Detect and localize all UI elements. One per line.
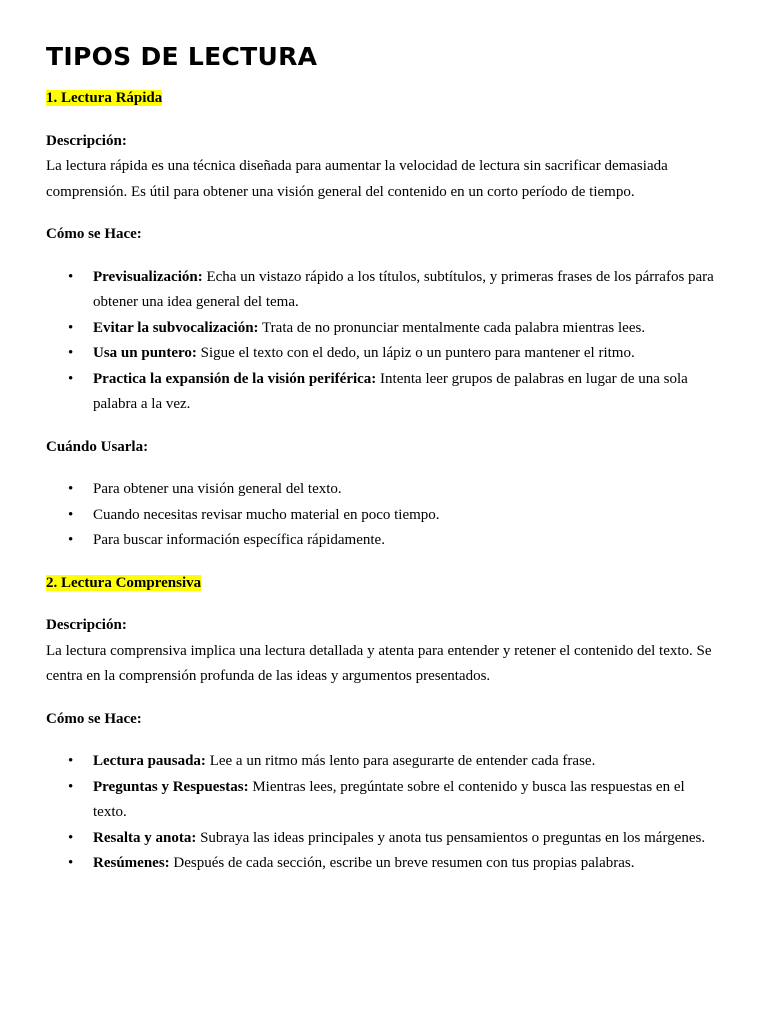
section-heading-2: 2. Lectura Comprensiva (46, 574, 202, 591)
when-list-1 (46, 477, 722, 554)
list-item-text: Intenta leer grupos de palabras en lugar de una sola palabra a la vez. (93, 370, 688, 412)
list-item-term: Lectura pausada: (93, 753, 206, 769)
list-item-text: Echa un vistazo rápido a los títulos, subtítulos, y primeras frases de los párrafos para obtener una idea general del tema. (93, 268, 714, 310)
list-item (46, 367, 722, 418)
how-label-2: Cómo se Hace: (46, 710, 142, 727)
how-list-2 (46, 749, 722, 877)
list-item-text: Subraya las ideas principales y anota tus pensamientos o preguntas en los márgenes. (196, 829, 706, 846)
list-item (46, 775, 722, 826)
list-item (46, 265, 722, 316)
document-body (46, 86, 722, 877)
description-label-1: Descripción: (46, 132, 127, 149)
when-label-1: Cuándo Usarla: (46, 438, 149, 455)
list-item-text: Después de cada sección, escribe un breve resumen con tus propias palabras. (169, 855, 635, 871)
list-item-term: Evitar la subvocalización: (93, 319, 259, 336)
list-item-term: Previsualización: (93, 268, 203, 285)
list-item-term: Preguntas y Respuestas: (93, 778, 249, 795)
list-item: • Cuando necesitas revisar mucho material en poco tiempo. (46, 503, 722, 529)
list-item (46, 851, 722, 877)
list-item-text: Mientras lees, pregúntate sobre el contenido y busca las respuestas en el texto. (93, 778, 685, 820)
list-item (46, 749, 722, 775)
list-item-text: Sigue el texto con el dedo, un lápiz o un puntero para mantener el ritmo. (196, 345, 635, 361)
list-item (46, 341, 722, 367)
how-list-1 (46, 265, 722, 418)
list-item: • Para obtener una visión general del texto. (46, 477, 722, 503)
list-item-term: Practica la expansión de la visión periférica: (93, 370, 377, 387)
list-item-text: Lee a un ritmo más lento para asegurarte de entender cada frase. (205, 753, 596, 769)
list-item-text: Trata de no pronunciar mentalmente cada palabra mientras lees. (258, 319, 646, 336)
description-text-1: La lectura rápida es una técnica diseñada para aumentar la velocidad de lectura sin sacrificar demasiada comprensión. Es útil para obtener una visión general del contenido en un corto período de tiempo. (46, 158, 668, 200)
list-item-term: Resalta y anota: (93, 829, 197, 846)
list-item-term: Usa un puntero: (93, 345, 197, 361)
page-title: TIPOS DE LECTURA (46, 42, 318, 71)
list-item-term: Resúmenes: (93, 855, 170, 871)
list-item (46, 316, 722, 342)
description-text-2: La lectura comprensiva implica una lectura detallada y atenta para entender y retener el contenido del texto. Se centra en la comprensión profunda de las ideas y argumentos presentados. (46, 642, 712, 684)
description-label-2: Descripción: (46, 617, 127, 633)
list-item: • Para buscar información específica rápidamente. (46, 528, 722, 554)
section-heading-1: 1. Lectura Rápida (46, 90, 163, 106)
list-item (46, 826, 722, 852)
how-label-1: Cómo se Hace: (46, 226, 142, 242)
